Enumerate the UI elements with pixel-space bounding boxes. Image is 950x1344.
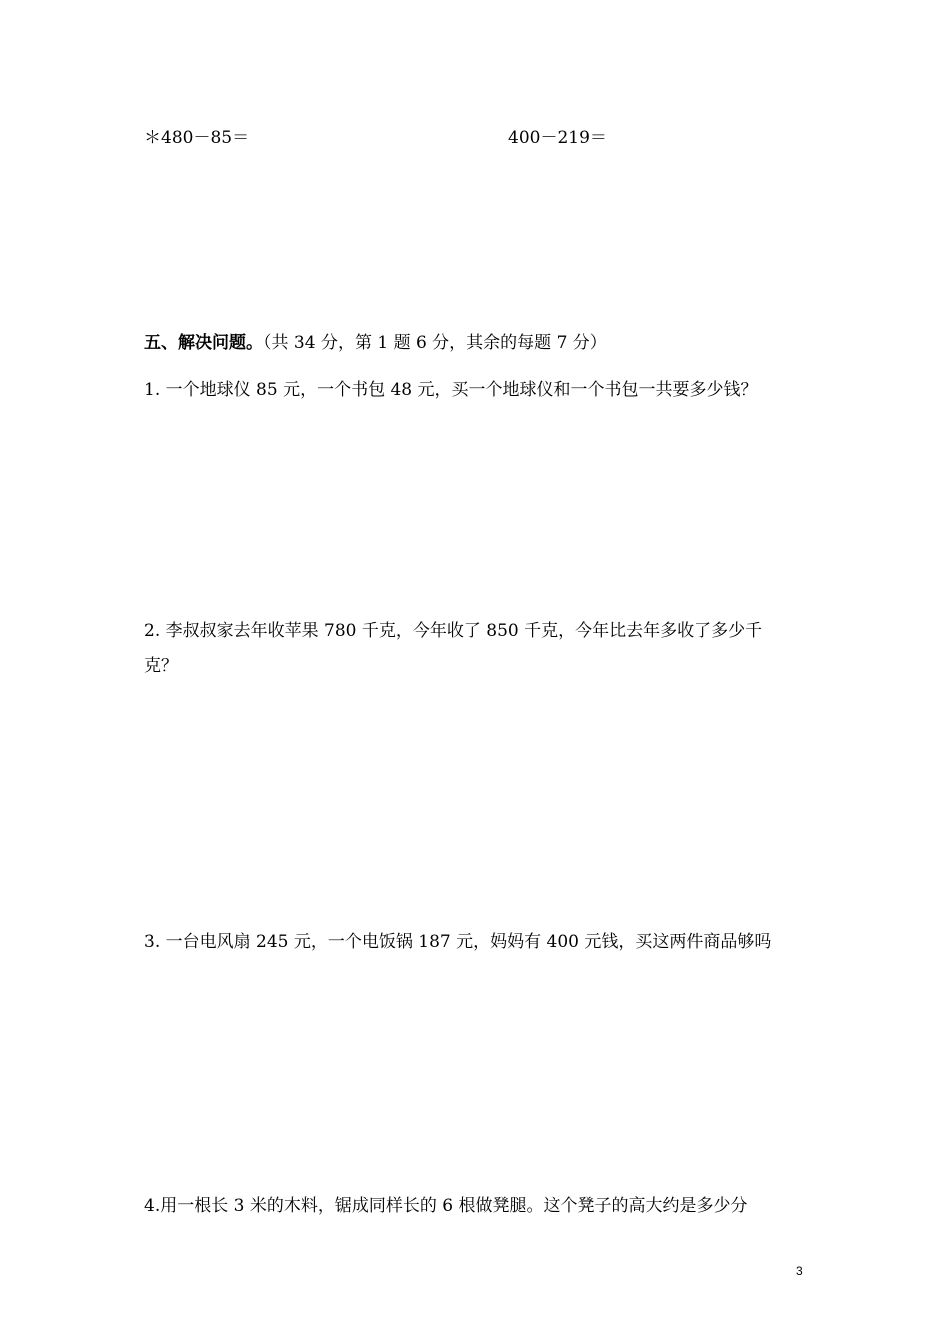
question-1: 1. 一个地球仪 85 元，一个书包 48 元，买一个地球仪和一个书包一共要多少钱？ — [144, 380, 758, 400]
question-3: 3. 一台电风扇 245 元，一个电饭锅 187 元，妈妈有 400 元钱，买这两件商品够吗 — [144, 932, 772, 952]
section-heading — [144, 333, 607, 353]
question-2-line-2: 克？ — [144, 656, 178, 676]
question-2-line-1: 2. 李叔叔家去年收苹果 780 千克，今年收了 850 千克，今年比去年多收了多少千 — [144, 621, 763, 641]
calculation-right: 400－219＝ — [508, 128, 607, 148]
section-title: 五、解决问题。 — [144, 333, 263, 353]
calculation-left: ＊480－85＝ — [144, 128, 250, 148]
section-note: （共 34 分，第 1 题 6 分，其余的每题 7 分） — [263, 333, 607, 353]
page-number: 3 — [796, 1264, 803, 1278]
question-4: 4.用一根长 3 米的木料，锯成同样长的 6 根做凳腿。这个凳子的高大约是多少分 — [144, 1196, 748, 1216]
